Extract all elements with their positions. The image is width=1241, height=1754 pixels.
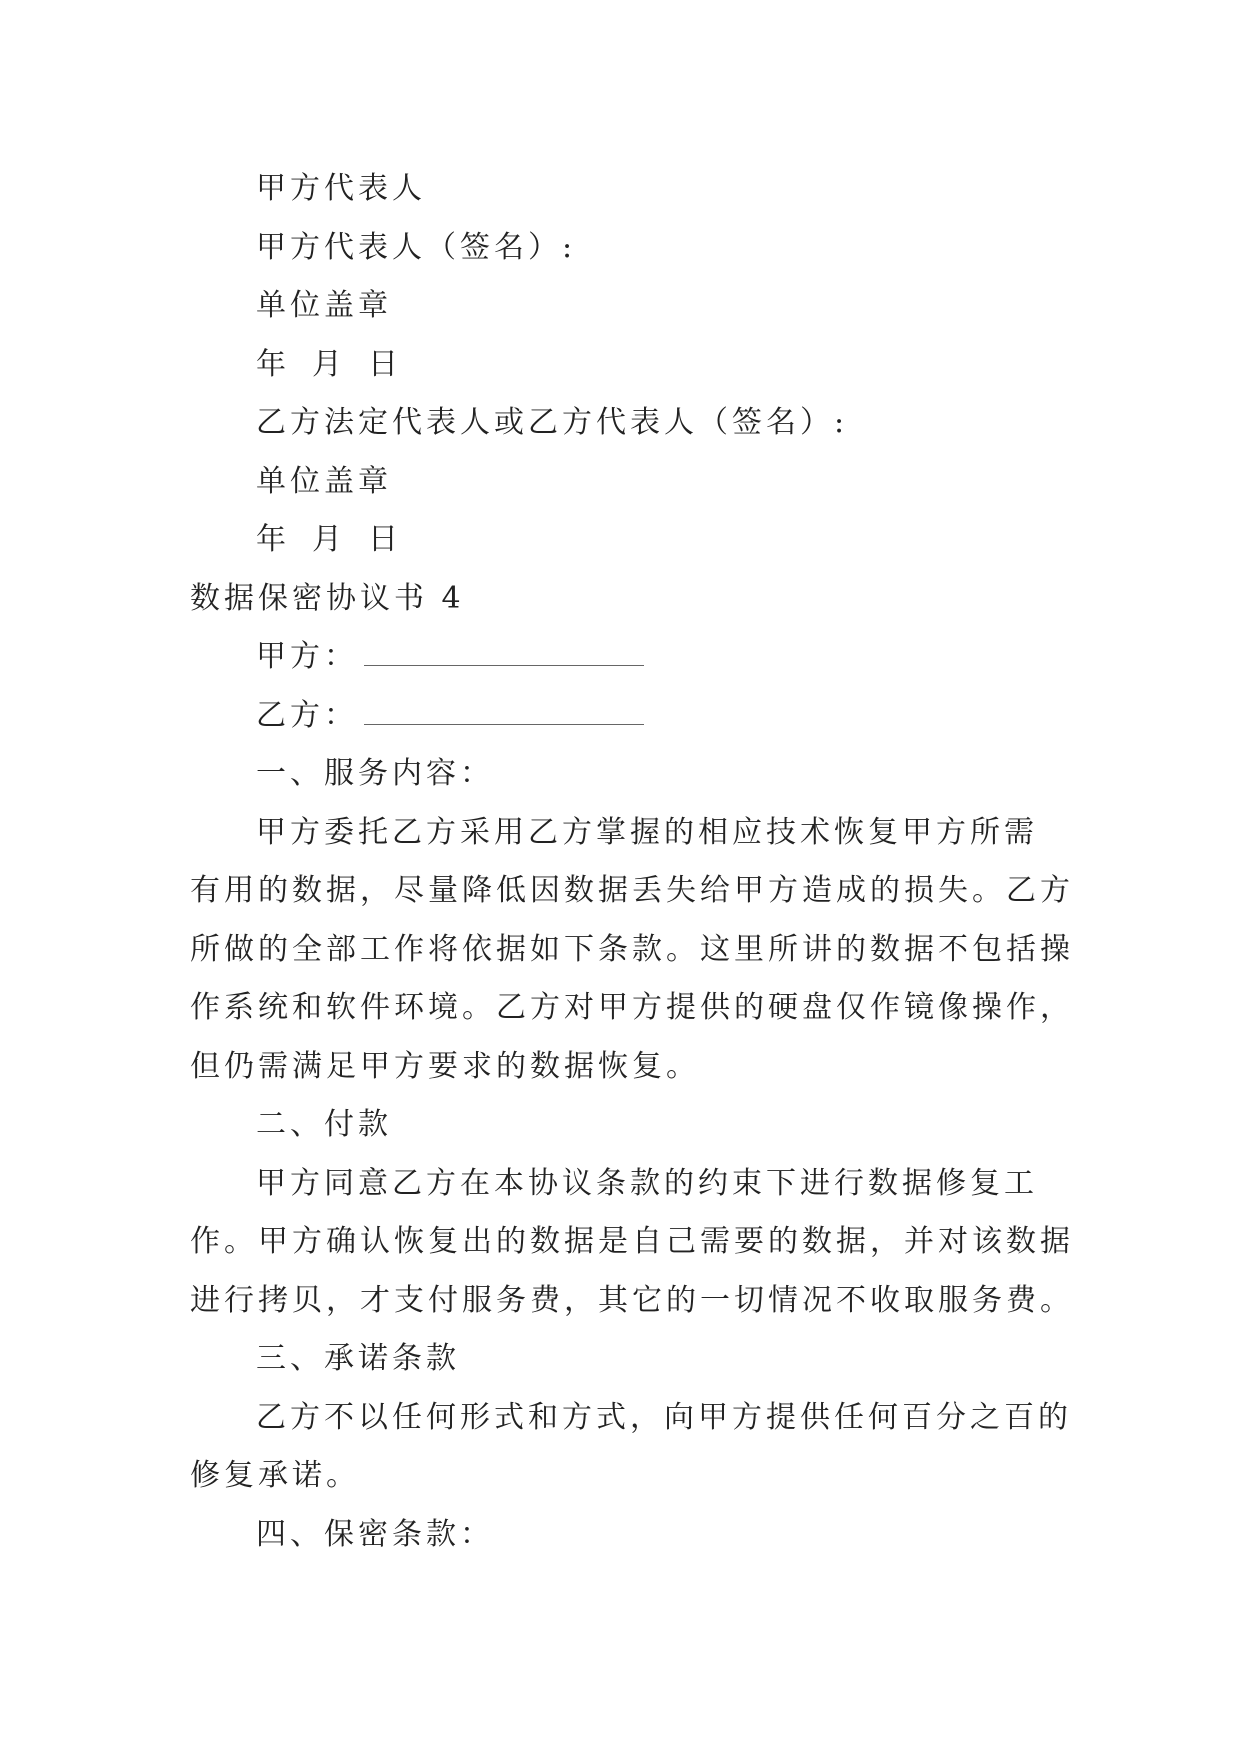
section2-line: 进行拷贝，才支付服务费，其它的一切情况不收取服务费。 (190, 1282, 1074, 1318)
party-a-label: 甲方： (256, 639, 358, 674)
section3-body (190, 1389, 1070, 1506)
party-a-field (190, 628, 1070, 687)
section1-line: 有用的数据，尽量降低因数据丢失给甲方造成的损失。乙方 (190, 873, 1074, 908)
section1-body (190, 804, 1074, 1097)
section1-heading: 一、服务内容： (256, 756, 494, 791)
party-a-representative: 甲方代表人 (256, 171, 426, 206)
company-seal-1: 单位盖章 (256, 288, 392, 323)
section3-line: 乙方不以任何形式和方式，向甲方提供任何百分之百的 (256, 1399, 1072, 1435)
agreement-title: 数据保密协议书 4 (190, 580, 465, 616)
section2-line: 作。甲方确认恢复出的数据是自己需要的数据，并对该数据 (190, 1224, 1074, 1259)
section1-line: 所做的全部工作将依据如下条款。这里所讲的数据不包括操 (190, 931, 1074, 967)
date-line-2 (190, 511, 1070, 570)
party-b-field (190, 687, 1070, 746)
section3-heading: 三、承诺条款 (256, 1341, 460, 1376)
date-day-1: 日 (368, 346, 402, 382)
company-seal-2: 单位盖章 (256, 463, 392, 499)
section2-line: 甲方同意乙方在本协议条款的约束下进行数据修复工 (256, 1165, 1038, 1201)
section2-body (190, 1155, 1074, 1331)
document-content (190, 160, 1074, 1564)
date-day-2: 日 (368, 522, 402, 557)
section1-line: 作系统和软件环境。乙方对甲方提供的硬盘仅作镜像操作， (190, 990, 1074, 1025)
party-a-blank-line (364, 643, 644, 666)
date-line-1 (190, 336, 1070, 395)
section1-line: 甲方委托乙方采用乙方掌握的相应技术恢复甲方所需 (256, 814, 1038, 850)
party-b-blank-line (364, 702, 644, 725)
party-b-label: 乙方： (256, 697, 358, 733)
date-year-1: 年 (256, 346, 290, 382)
section3-line: 修复承诺。 (190, 1458, 360, 1493)
party-b-representative-signature: 乙方法定代表人或乙方代表人（签名）: (256, 405, 849, 440)
date-month-1: 月 (312, 346, 346, 382)
section4-heading: 四、保密条款： (256, 1516, 494, 1552)
section1-line: 但仍需满足甲方要求的数据恢复。 (190, 1048, 700, 1084)
date-month-2: 月 (312, 522, 346, 557)
section2-heading: 二、付款 (256, 1107, 392, 1142)
party-a-representative-signature: 甲方代表人（签名）: (256, 229, 577, 265)
date-year-2: 年 (256, 522, 290, 557)
